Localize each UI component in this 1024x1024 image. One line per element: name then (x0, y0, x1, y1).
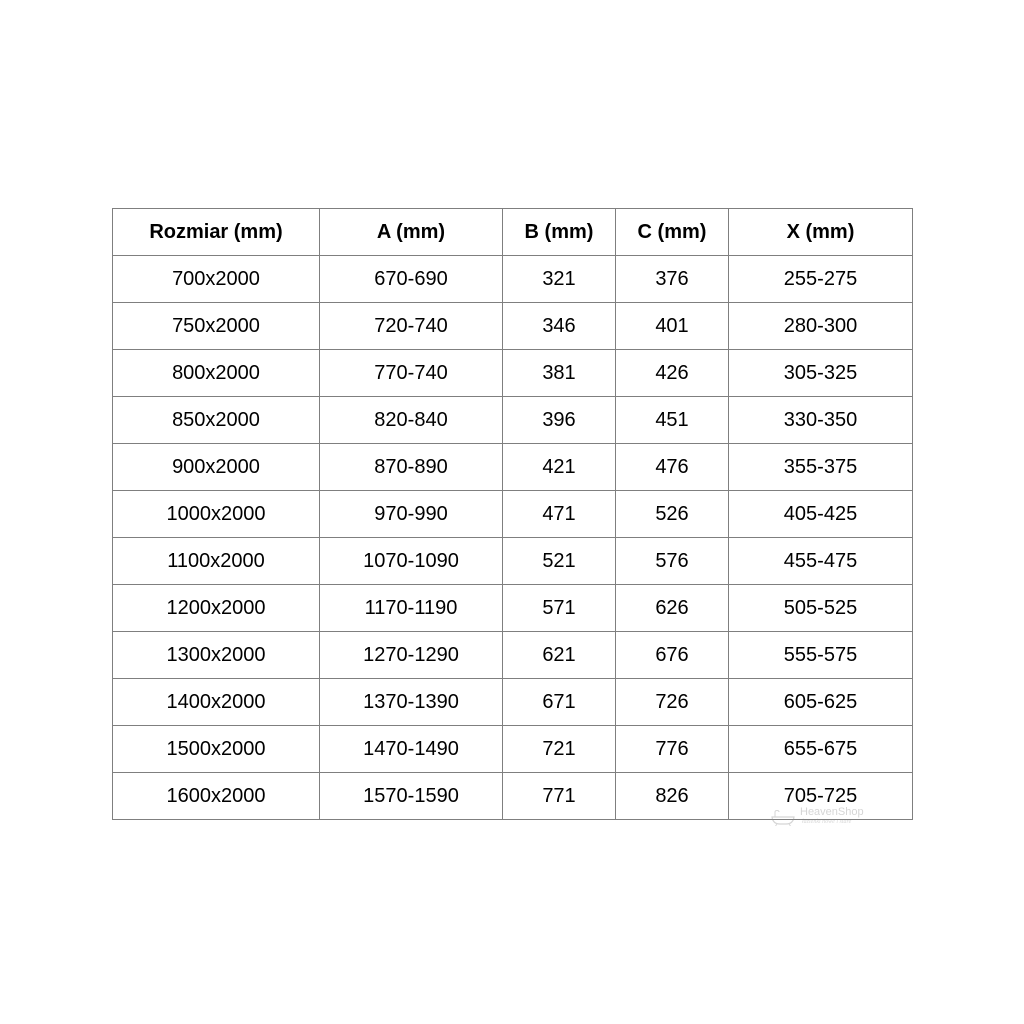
cell-rozmiar: 1200x2000 (113, 585, 320, 632)
watermark-tagline: łazienki nowe i stare (802, 819, 852, 825)
header-rozmiar: Rozmiar (mm) (113, 209, 320, 256)
cell-x: 355-375 (729, 444, 913, 491)
cell-c: 776 (616, 726, 729, 773)
cell-rozmiar: 800x2000 (113, 350, 320, 397)
watermark-name: HeavenShop (800, 806, 864, 818)
cell-rozmiar: 900x2000 (113, 444, 320, 491)
watermark-logo (770, 806, 880, 832)
cell-x: 605-625 (729, 679, 913, 726)
cell-c: 426 (616, 350, 729, 397)
cell-c: 451 (616, 397, 729, 444)
header-x: X (mm) (729, 209, 913, 256)
cell-c: 526 (616, 491, 729, 538)
cell-x: 455-475 (729, 538, 913, 585)
header-c: C (mm) (616, 209, 729, 256)
cell-c: 726 (616, 679, 729, 726)
cell-rozmiar: 1400x2000 (113, 679, 320, 726)
cell-c: 676 (616, 632, 729, 679)
table-row (113, 397, 913, 444)
cell-x: 555-575 (729, 632, 913, 679)
cell-b: 521 (503, 538, 616, 585)
cell-c: 376 (616, 256, 729, 303)
cell-a: 1470-1490 (320, 726, 503, 773)
cell-c: 401 (616, 303, 729, 350)
table-row (113, 491, 913, 538)
cell-a: 970-990 (320, 491, 503, 538)
cell-b: 571 (503, 585, 616, 632)
table-header (113, 209, 913, 256)
cell-rozmiar: 1000x2000 (113, 491, 320, 538)
header-row (113, 209, 913, 256)
cell-rozmiar: 850x2000 (113, 397, 320, 444)
cell-b: 396 (503, 397, 616, 444)
cell-b: 321 (503, 256, 616, 303)
cell-c: 626 (616, 585, 729, 632)
cell-a: 1070-1090 (320, 538, 503, 585)
cell-x: 305-325 (729, 350, 913, 397)
table-row (113, 350, 913, 397)
cell-x: 280-300 (729, 303, 913, 350)
table-row (113, 632, 913, 679)
cell-x: 655-675 (729, 726, 913, 773)
cell-x: 705-725 (729, 773, 913, 820)
cell-x: 255-275 (729, 256, 913, 303)
cell-b: 771 (503, 773, 616, 820)
cell-x: 505-525 (729, 585, 913, 632)
cell-b: 671 (503, 679, 616, 726)
cell-b: 381 (503, 350, 616, 397)
cell-rozmiar: 1300x2000 (113, 632, 320, 679)
table-row (113, 679, 913, 726)
table-row (113, 303, 913, 350)
cell-b: 421 (503, 444, 616, 491)
cell-x: 405-425 (729, 491, 913, 538)
cell-rozmiar: 1600x2000 (113, 773, 320, 820)
cell-c: 576 (616, 538, 729, 585)
table-row (113, 256, 913, 303)
cell-b: 471 (503, 491, 616, 538)
dimensions-table (112, 208, 913, 820)
cell-a: 770-740 (320, 350, 503, 397)
cell-b: 621 (503, 632, 616, 679)
table-row (113, 726, 913, 773)
table-body (113, 256, 913, 820)
cell-x: 330-350 (729, 397, 913, 444)
header-a: A (mm) (320, 209, 503, 256)
cell-rozmiar: 700x2000 (113, 256, 320, 303)
cell-rozmiar: 1500x2000 (113, 726, 320, 773)
cell-a: 1570-1590 (320, 773, 503, 820)
table-row (113, 444, 913, 491)
cell-a: 670-690 (320, 256, 503, 303)
cell-a: 820-840 (320, 397, 503, 444)
table-row (113, 538, 913, 585)
cell-rozmiar: 1100x2000 (113, 538, 320, 585)
bathtub-icon (770, 810, 796, 826)
header-b: B (mm) (503, 209, 616, 256)
cell-a: 1170-1190 (320, 585, 503, 632)
cell-a: 870-890 (320, 444, 503, 491)
table-row (113, 585, 913, 632)
cell-a: 1270-1290 (320, 632, 503, 679)
cell-b: 346 (503, 303, 616, 350)
cell-a: 720-740 (320, 303, 503, 350)
cell-b: 721 (503, 726, 616, 773)
cell-rozmiar: 750x2000 (113, 303, 320, 350)
cell-a: 1370-1390 (320, 679, 503, 726)
cell-c: 826 (616, 773, 729, 820)
cell-c: 476 (616, 444, 729, 491)
